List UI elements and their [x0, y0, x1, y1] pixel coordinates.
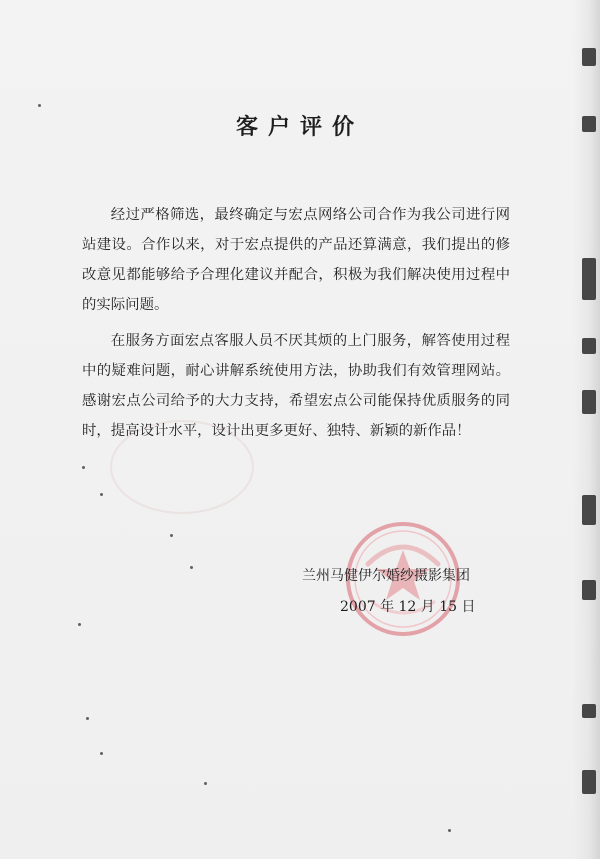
signature-date: 2007 年 12 月 15 日	[340, 599, 476, 615]
letter-paragraph: 经过严格筛选，最终确定与宏点网络公司合作为我公司进行网站建设。合作以来，对于宏点提供的产品还算满意，我们提出的修改意见都能够给予合理化建议并配合，积极为我们解决使用过程中的实际问题。	[82, 207, 510, 313]
letter-title: 客户评价	[235, 114, 364, 140]
scan-speck	[204, 782, 207, 785]
letter-body	[82, 200, 510, 452]
scan-speck	[170, 534, 173, 537]
scan-speck	[82, 466, 85, 469]
scan-speck	[190, 566, 193, 569]
scan-speck	[100, 493, 103, 496]
scan-edge-mark	[582, 258, 596, 300]
scan-edge-mark	[582, 495, 596, 525]
letter-paragraph: 在服务方面宏点客服人员不厌其烦的上门服务，解答使用过程中的疑难问题，耐心讲解系统使用方法，协助我们有效管理网站。感谢宏点公司给予的大力支持，希望宏点公司能保持优质服务的同时，提高设计水平，设计出更多更好、独特、新颖的新作品！	[82, 333, 510, 439]
scan-speck	[448, 829, 451, 832]
scan-edge-mark	[582, 48, 596, 66]
scan-speck	[100, 752, 103, 755]
scan-edge-mark	[582, 338, 596, 354]
scan-speck	[86, 717, 89, 720]
signature-company: 兰州马健伊尔婚纱摄影集团	[302, 568, 470, 584]
scan-edge-mark	[582, 704, 596, 718]
scan-speck	[78, 623, 81, 626]
scan-speck	[38, 104, 41, 107]
scan-edge-mark	[582, 580, 596, 600]
scan-edge-mark	[582, 390, 596, 414]
scan-edge-mark	[582, 770, 596, 794]
